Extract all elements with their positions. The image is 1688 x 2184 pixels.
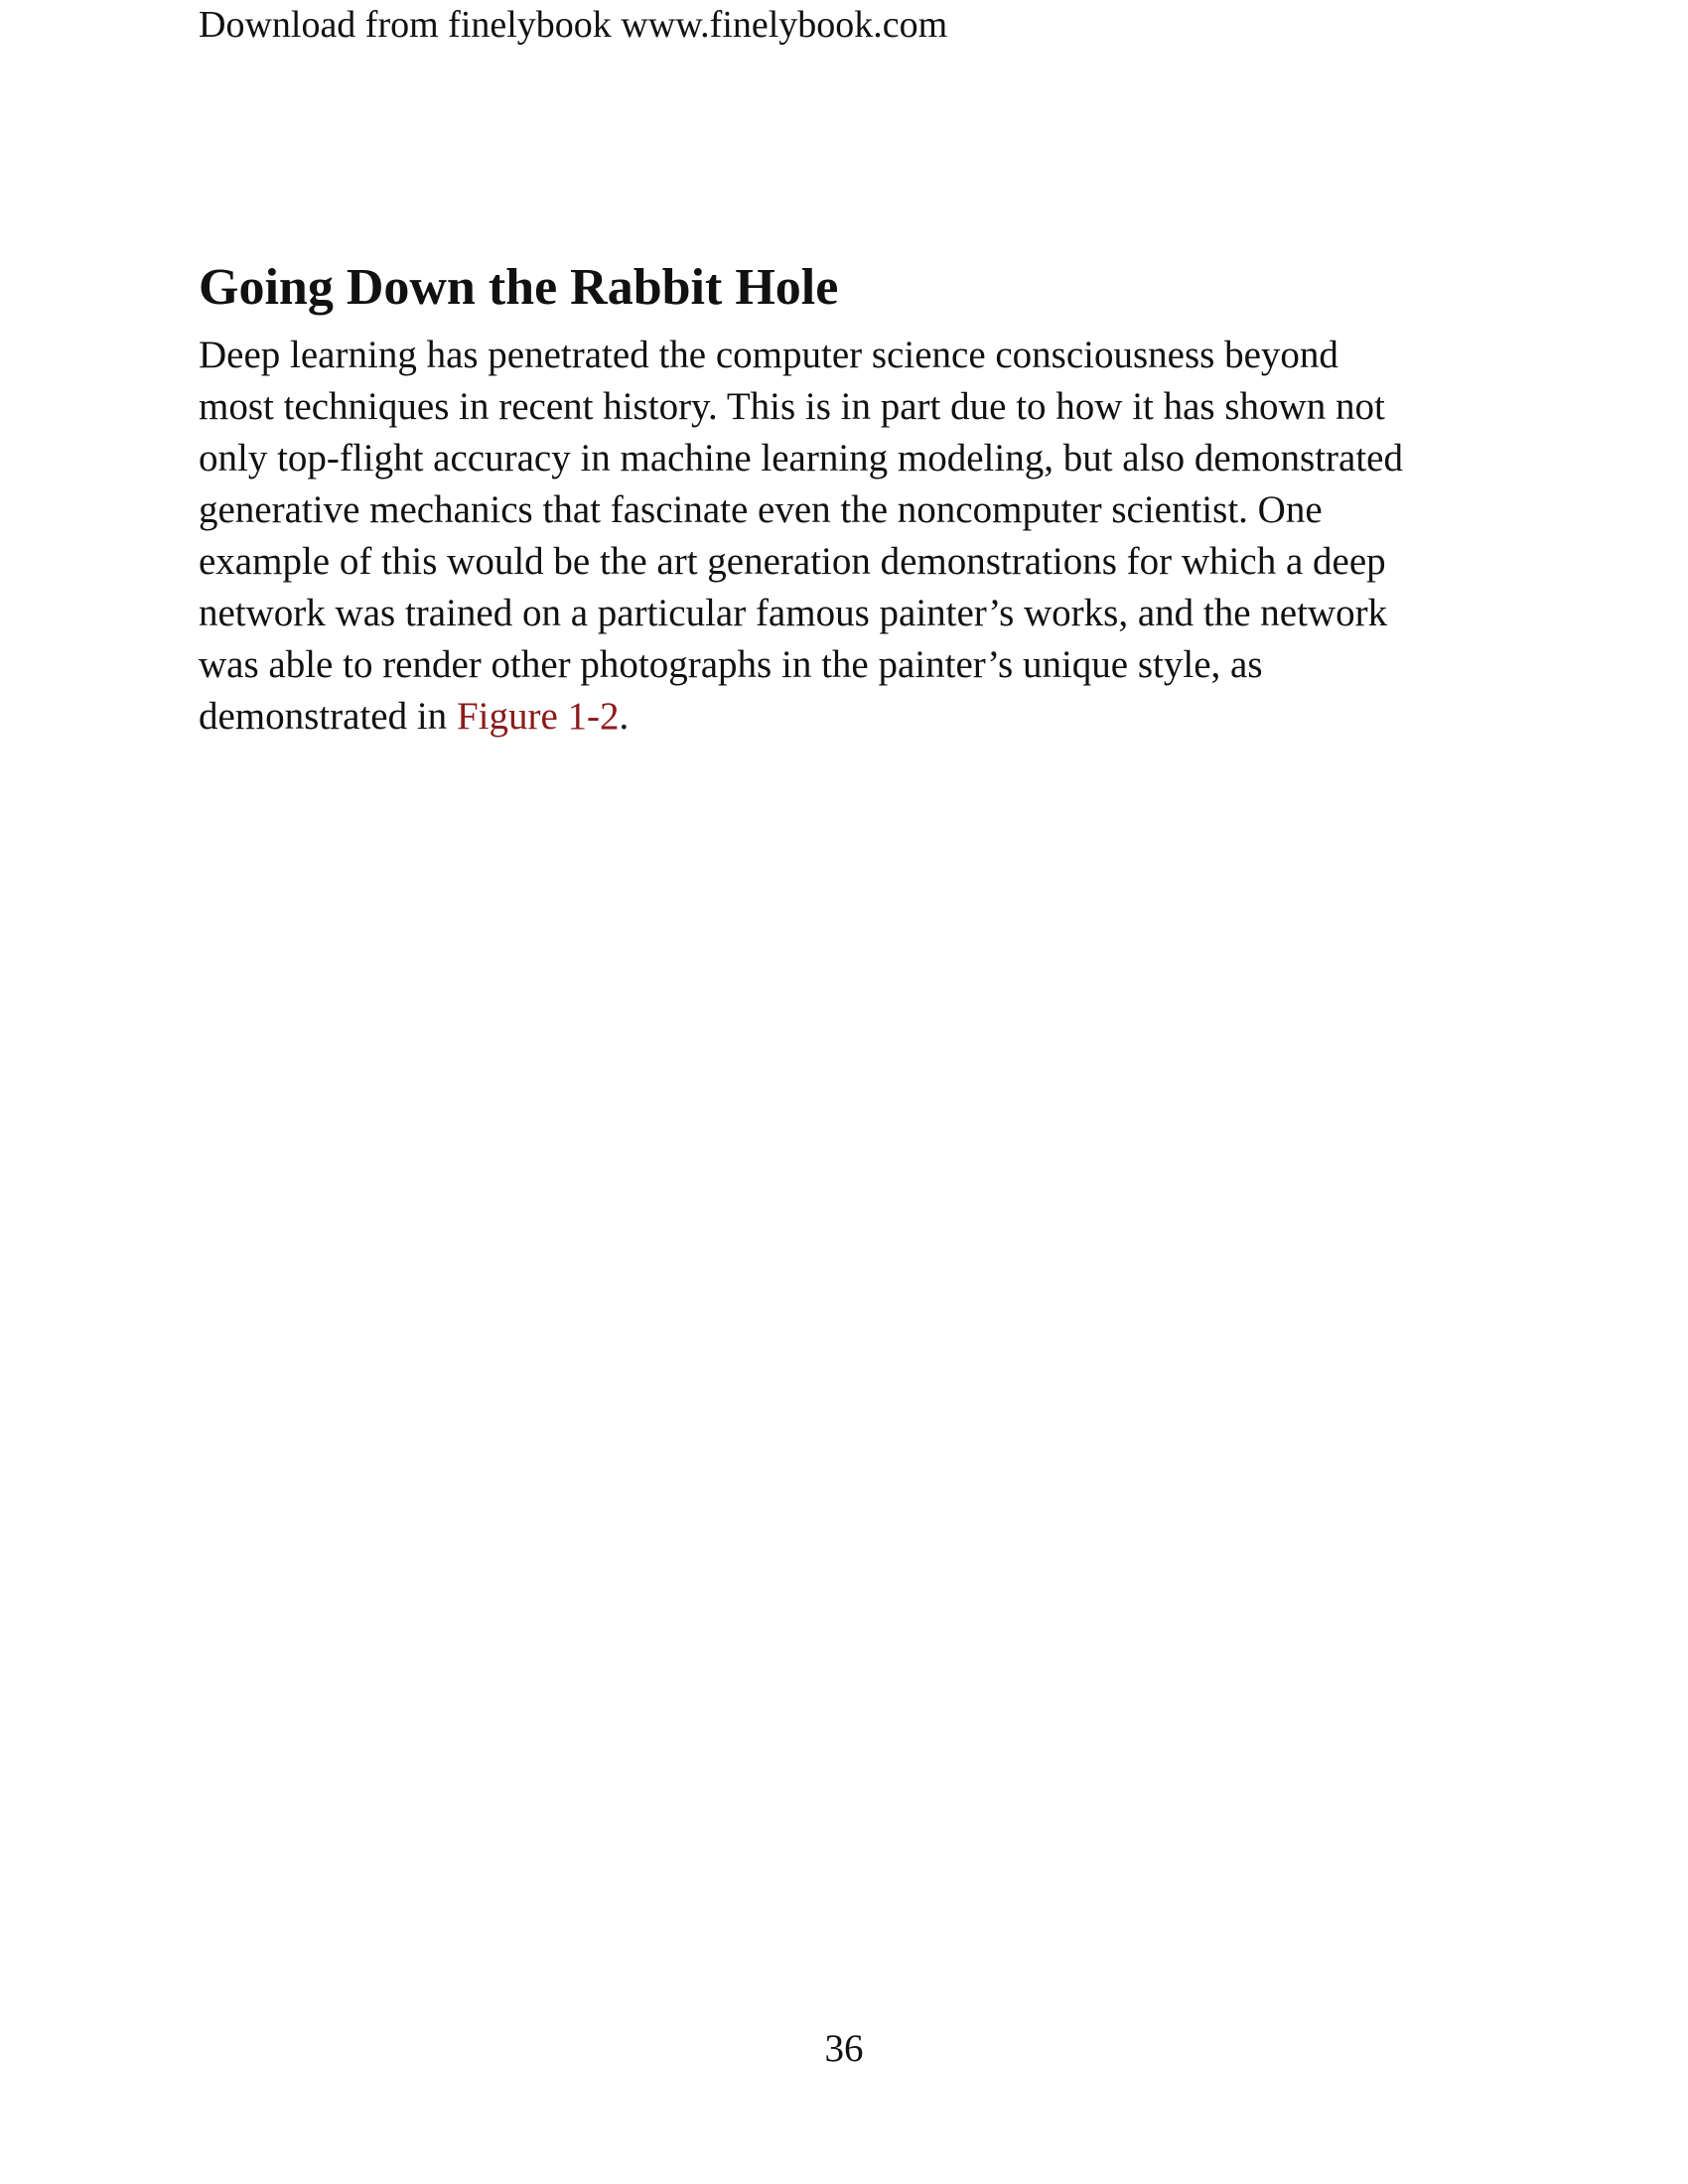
figure-reference-link[interactable]: Figure 1-2 <box>456 695 620 738</box>
last-line-suffix: . <box>619 695 630 738</box>
page-number: 36 <box>824 2027 864 2070</box>
download-note: Download from finelybook www.finelybook.com <box>199 4 948 46</box>
page-content <box>199 256 1509 743</box>
last-line-prefix: demonstrated in <box>199 695 457 738</box>
paragraph-last-line <box>199 691 1509 743</box>
paragraph-line: example of this would be the art generation demonstrations for which a deep <box>199 540 1386 583</box>
section-title: Going Down the Rabbit Hole <box>199 259 839 316</box>
paragraph-line: Deep learning has penetrated the computer science consciousness beyond <box>199 334 1338 376</box>
paragraph-line: most techniques in recent history. This is in part due to how it has shown not <box>199 385 1385 428</box>
paragraph-line: was able to render other photographs in the painter’s unique style, as <box>199 643 1263 686</box>
paragraph-line: only top-flight accuracy in machine learning modeling, but also demonstrated <box>199 437 1403 479</box>
body-paragraph <box>199 330 1509 743</box>
paragraph-line: generative mechanics that fascinate even the noncomputer scientist. One <box>199 488 1323 531</box>
paragraph-line: network was trained on a particular famous painter’s works, and the network <box>199 592 1388 634</box>
